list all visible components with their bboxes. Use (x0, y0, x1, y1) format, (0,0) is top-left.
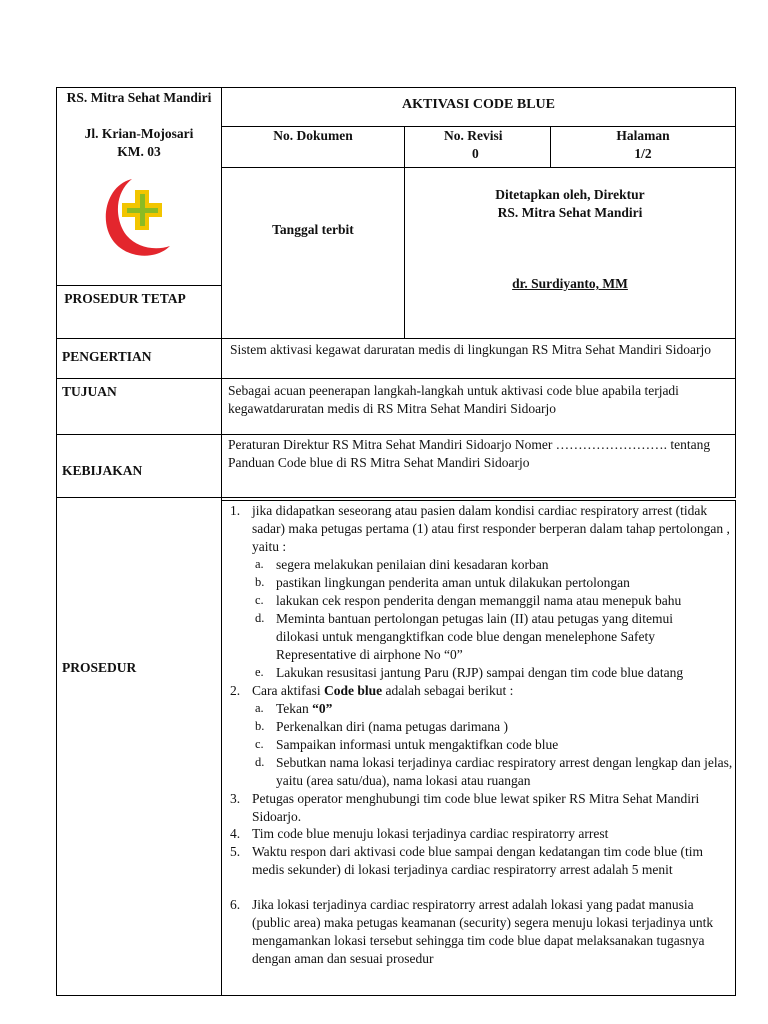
list-item: Jika lokasi terjadinya cardiac respiratorry arrest adalah lokasi yang padat manusia (public area) maka petugas keamanan (security) segera menuju lokasi terjadinya untk mengamankan lokasi tersebut sehingga tim code blue dapat melaksanakan tugasnya dengan aman dan sesuai prosedur (252, 897, 714, 966)
issue-date-label: Tanggal terbit (272, 222, 354, 237)
sub-item-letter: a. (255, 701, 264, 715)
sub-item-letter: a. (255, 557, 264, 571)
sub-item: Perkenalkan diri (nama petugas darimana ) (276, 719, 509, 734)
sub-item: Sampaikan informasi untuk mengaktifkan code blue (276, 737, 559, 752)
sub-item: Lakukan resusitasi jantung Paru (RJP) sampai dengan tim code blue datang (276, 665, 684, 680)
page-title: AKTIVASI CODE BLUE (401, 97, 555, 112)
sub-item (276, 700, 734, 718)
tujuan-label: TUJUAN (62, 384, 117, 399)
prosedur-label: PROSEDUR (62, 660, 137, 675)
list-item: Petugas operator menghubungi tim code blue lewat spiker RS Mitra Sehat Mandiri Sidoarjo. (252, 791, 700, 824)
sub-item: pastikan lingkungan penderita aman untuk dilakukan pertolongan (276, 575, 630, 590)
item-number: 6. (230, 897, 241, 912)
cross-accent-shape (127, 194, 158, 226)
list-item: Waktu respon dari aktivasi code blue sampai dengan kedatangan tim code blue (tim medis sekunder) di lokasi terjadinya cardiac respiratorry arrest adalah 5 menit (252, 844, 704, 877)
pengertian-label: PENGERTIAN (62, 349, 152, 364)
sub-item-letter: d. (255, 755, 265, 769)
revision-label: No. Revisi (444, 128, 503, 143)
text: adalah sebagai berikut : (382, 683, 514, 698)
hospital-name: RS. Mitra Sehat Mandiri (66, 90, 212, 105)
sub-item-letter: c. (255, 593, 264, 607)
sop-label: PROSEDUR TETAP (64, 291, 186, 306)
text: Tekan (276, 701, 313, 716)
hospital-address: Jl. Krian-Mojosari (84, 126, 194, 141)
sub-item-letter: b. (255, 575, 265, 589)
approved-by-org: RS. Mitra Sehat Mandiri (497, 205, 643, 220)
sub-item: segera melakukan penilaian dini kesadaran korban (276, 557, 549, 572)
sub-item: Sebutkan nama lokasi terjadinya cardiac respiratory arrest dengan lengkap dan jelas, yaitu (area satu/dua), nama lokasi atau ruangan (276, 755, 733, 788)
tujuan-text: Sebagai acuan peenerapan langkah-langkah untuk aktivasi code blue apabila terjadi kegawatdaruratan medis di RS Mitra Sehat Mandiri Sidoarjo (228, 383, 679, 416)
sub-item: Meminta bantuan pertolongan petugas lain (II) atau petugas yang ditemui dilokasi untuk mengangktifkan code blue dengan menelephone Safety Representative di airphone No “0” (276, 611, 674, 662)
approved-by: Ditetapkan oleh, Direktur (495, 187, 645, 202)
sub-item-letter: c. (255, 737, 264, 751)
hospital-address-km: KM. 03 (117, 144, 161, 159)
doc-no-label: No. Dokumen (273, 128, 353, 143)
list-item: Tim code blue menuju lokasi terjadinya cardiac respiratorry arrest (252, 826, 609, 841)
kebijakan-label: KEBIJAKAN (62, 463, 143, 478)
item-number: 2. (230, 683, 241, 698)
page-number: 1/2 (634, 146, 652, 161)
director-name: dr. Surdiyanto, MM (512, 276, 628, 291)
item-number: 4. (230, 826, 241, 841)
kebijakan-text: Peraturan Direktur RS Mitra Sehat Mandiri Sidoarjo Nomer ……………………. tentang Panduan Code blue di RS Mitra Sehat Mandiri Sidoarjo (228, 437, 711, 470)
text: Cara aktifasi (252, 683, 324, 698)
sub-item-letter: b. (255, 719, 265, 733)
sub-item-letter: d. (255, 611, 265, 625)
sub-item-letter: e. (255, 665, 264, 679)
list-item (252, 682, 734, 700)
item-number: 3. (230, 791, 241, 806)
hospital-logo (100, 176, 180, 258)
item-number: 1. (230, 503, 241, 518)
pengertian-text: Sistem aktivasi kegawat daruratan medis di lingkungan RS Mitra Sehat Mandiri Sidoarjo (230, 342, 712, 357)
list-item: jika didapatkan seseorang atau pasien dalam kondisi cardiac respiratory arrest (tidak sadar) maka petugas pertama (1) atau first responder berperan dalam tahap pertolongan , yaitu : (252, 503, 730, 554)
sub-item: lakukan cek respon penderita dengan memanggil nama atau menepuk bahu (276, 593, 682, 608)
revision-value: 0 (472, 146, 479, 161)
page-label: Halaman (616, 128, 670, 143)
item-number: 5. (230, 844, 241, 859)
bold-text: “0” (312, 701, 333, 716)
bold-text: Code blue (323, 683, 383, 698)
